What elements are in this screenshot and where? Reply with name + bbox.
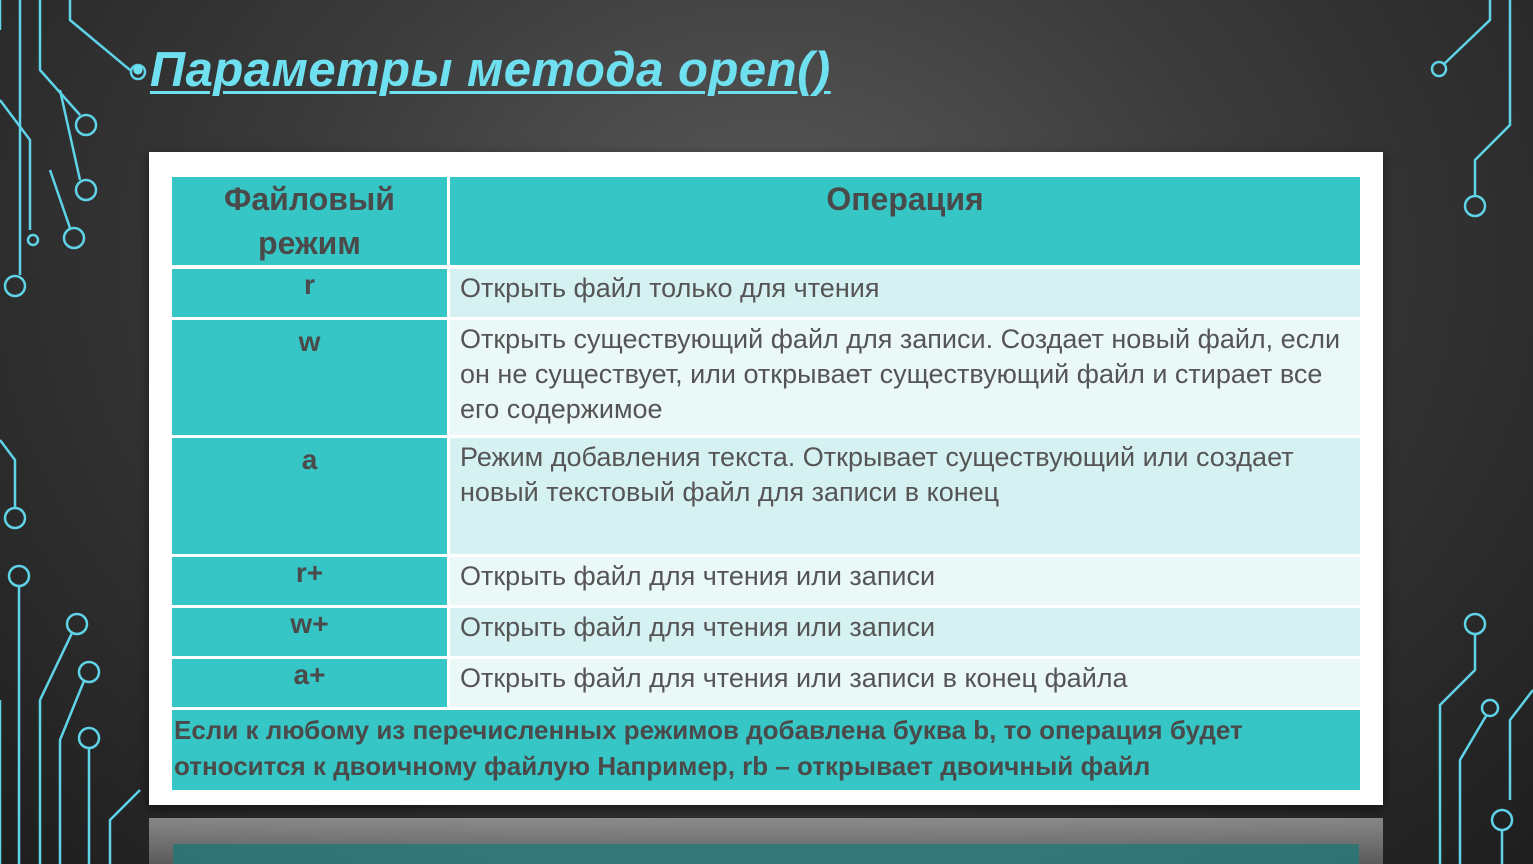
table-row (172, 657, 1360, 708)
table-note-row (172, 708, 1360, 790)
operation-cell: Открыть файл для чтения или записи (449, 606, 1361, 657)
operation-cell: Открыть файл только для чтения (449, 267, 1361, 318)
table-row (172, 555, 1360, 606)
mode-cell: w+ (172, 606, 449, 657)
panel-reflection (149, 818, 1383, 864)
table-row (172, 436, 1360, 555)
table-panel (149, 152, 1383, 805)
mode-cell: r+ (172, 555, 449, 606)
mode-cell: a+ (172, 657, 449, 708)
slide-title-row (132, 42, 831, 98)
operation-cell: Открыть файл для чтения или записи (449, 555, 1361, 606)
table-header-row (172, 177, 1360, 267)
mode-cell: r (172, 267, 449, 318)
header-operation: Операция (449, 177, 1361, 267)
operation-cell: Режим добавления текста. Открывает существующий или создает новый текстовый файл для записи в конец (449, 436, 1361, 555)
mode-cell: w (172, 318, 449, 436)
reflection-band (173, 844, 1359, 864)
table-row (172, 267, 1360, 318)
operation-cell: Открыть файл для чтения или записи в конец файла (449, 657, 1361, 708)
mode-cell: a (172, 436, 449, 555)
bullet-icon: • (132, 51, 144, 89)
header-mode: Файловый режим (172, 177, 449, 267)
operation-cell: Открыть существующий файл для записи. Создает новый файл, если он не существует, или открывает существующий файл и стирает все его содержимое (449, 318, 1361, 436)
table-row (172, 318, 1360, 436)
file-modes-table (172, 177, 1360, 790)
table-row (172, 606, 1360, 657)
table-note: Если к любому из перечисленных режимов добавлена буква b, то операция будет относится к двоичному файлую Например, rb – открывает двоичный файл (172, 708, 1360, 790)
slide-title[interactable]: Параметры метода open() (149, 43, 831, 97)
